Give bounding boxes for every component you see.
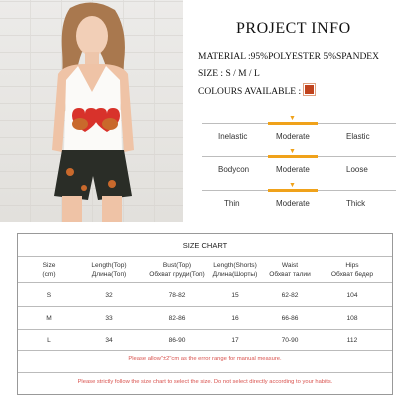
scale-right-label: Elastic bbox=[346, 132, 370, 141]
colours-text: COLOURS AVAILABLE : bbox=[198, 87, 302, 97]
divider bbox=[18, 329, 392, 330]
scale-highlight bbox=[268, 189, 318, 192]
measure-note: Please allow"±2"cm as the error range for manual measure. bbox=[128, 356, 282, 362]
table-cell: 66-86 bbox=[281, 315, 299, 322]
header-line: Длина(Шорты) bbox=[212, 271, 258, 278]
scale-highlight bbox=[268, 155, 318, 158]
header-line: Length(Shorts) bbox=[213, 262, 257, 269]
table-cell: 78-82 bbox=[168, 292, 186, 299]
table-cell: 34 bbox=[105, 337, 113, 344]
header-waist bbox=[260, 261, 320, 279]
scale-right-label: Thick bbox=[346, 199, 366, 208]
table-cell: 108 bbox=[346, 315, 358, 322]
header-length-shorts bbox=[204, 261, 266, 279]
divider bbox=[18, 256, 392, 257]
table-cell: L bbox=[47, 337, 51, 344]
header-line: Обхват груди(Топ) bbox=[149, 271, 205, 278]
scale-pin-icon: ▼ bbox=[289, 115, 296, 122]
table-cell: 70-90 bbox=[281, 337, 299, 344]
thickness-scale bbox=[196, 181, 400, 221]
colours-row bbox=[198, 84, 315, 97]
table-cell: 32 bbox=[105, 292, 113, 299]
header-line: Hips bbox=[345, 262, 359, 269]
table-cell: 104 bbox=[346, 292, 358, 299]
table-cell: 112 bbox=[346, 337, 358, 344]
header-line: Обхват бедер bbox=[330, 271, 374, 278]
table-cell: 16 bbox=[231, 315, 239, 322]
header-hips bbox=[322, 261, 382, 279]
scale-middle-label: Moderate bbox=[276, 132, 310, 141]
size-text: SIZE : S / M / L bbox=[198, 69, 260, 79]
scale-middle-label: Moderate bbox=[276, 199, 310, 208]
table-cell: 62-82 bbox=[281, 292, 299, 299]
header-line: (cm) bbox=[42, 271, 56, 278]
table-cell: 86-90 bbox=[168, 337, 186, 344]
scale-left-label: Inelastic bbox=[218, 132, 248, 141]
scale-left-label: Thin bbox=[224, 199, 240, 208]
scale-left-label: Bodycon bbox=[218, 165, 250, 174]
model-illustration bbox=[0, 0, 183, 222]
size-chart-title: SIZE CHART bbox=[182, 241, 228, 250]
header-line: Size bbox=[42, 262, 56, 269]
header-line: Length(Top) bbox=[91, 262, 127, 269]
table-cell: 82-86 bbox=[168, 315, 186, 322]
header-line: Обхват талии bbox=[269, 271, 311, 278]
selection-note: Please strictly follow the size chart to select the size. Do not select directly according to your habits. bbox=[77, 379, 333, 385]
header-size bbox=[26, 261, 72, 279]
material-text: MATERIAL :95%POLYESTER 5%SPANDEX bbox=[198, 52, 379, 62]
table-cell: 33 bbox=[105, 315, 113, 322]
table-cell: S bbox=[46, 292, 52, 299]
scale-pin-icon: ▼ bbox=[289, 148, 296, 155]
table-cell: M bbox=[46, 315, 52, 322]
header-bust-top bbox=[140, 261, 214, 279]
project-info-title: PROJECT INFO bbox=[236, 20, 351, 37]
scale-right-label: Loose bbox=[346, 165, 368, 174]
table-cell: 17 bbox=[231, 337, 239, 344]
colour-swatch bbox=[304, 84, 315, 95]
scale-pin-icon: ▼ bbox=[289, 182, 296, 189]
scale-middle-label: Moderate bbox=[276, 165, 310, 174]
header-line: Waist bbox=[281, 262, 299, 269]
divider bbox=[18, 306, 392, 307]
scale-highlight bbox=[268, 122, 318, 125]
header-line: Bust(Top) bbox=[162, 262, 192, 269]
header-line: Длина(Топ) bbox=[91, 271, 127, 278]
divider bbox=[18, 282, 392, 283]
header-length-top bbox=[78, 261, 140, 279]
divider bbox=[18, 350, 392, 351]
divider bbox=[18, 372, 392, 373]
table-cell: 15 bbox=[231, 292, 239, 299]
product-photo bbox=[0, 0, 183, 222]
size-chart bbox=[17, 233, 393, 395]
